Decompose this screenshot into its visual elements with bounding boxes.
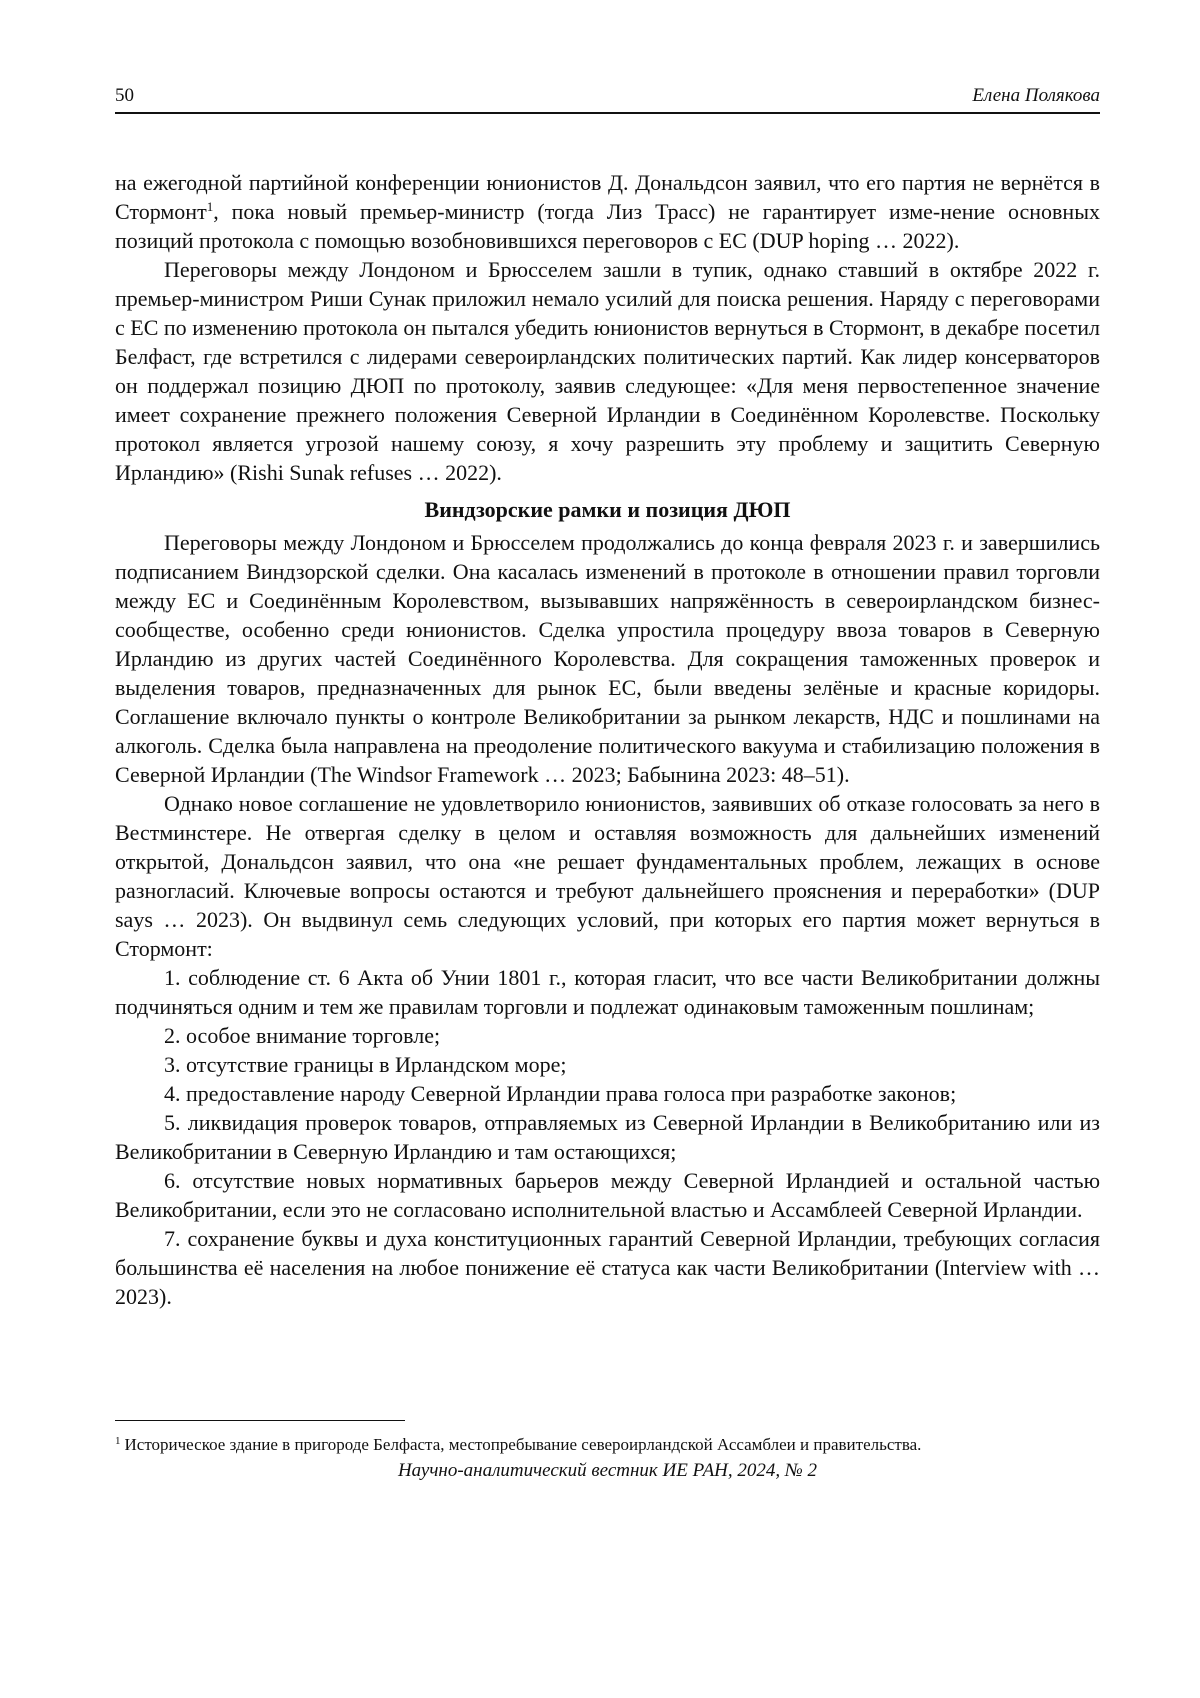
footnote-divider [115,1420,405,1421]
footnote-mark: 1 [115,1435,121,1447]
footnote-ref[interactable]: 1 [206,199,214,214]
list-item: 1. соблюдение ст. 6 Акта об Унии 1801 г., которая гласит, что все части Великобритании должны подчиняться одним и тем же правилам торговли и подлежат одинаковым таможенным пошлинам; [115,965,1100,1019]
running-header [115,84,1100,114]
journal-footer: Научно-аналитический вестник ИЕ РАН, 2024, № 2 [397,1460,818,1481]
author-name: Елена Полякова [972,85,1100,106]
list-item: 6. отсутствие новых нормативных барьеров между Северной Ирландией и остальной частью Великобритании, если это не согласовано исполнительной властью и Ассамблеей Северной Ирландии. [115,1168,1100,1222]
footnote [115,1434,1100,1456]
conditions-list [115,963,1100,1311]
list-item: 4. предоставление народу Северной Ирландии права голоса при разработке законов; [164,1081,957,1106]
list-item: 7. сохранение буквы и духа конституционных гарантий Северной Ирландии, требующих согласия большинства её населения на любое понижение её статуса как части Великобритании (Interview with … 2023). [115,1226,1100,1309]
list-item: 5. ликвидация проверок товаров, отправляемых из Северной Ирландии в Великобританию или из Великобритании в Северную Ирландию и там остающихся; [115,1110,1100,1164]
article-body [115,168,1100,1311]
paragraph-3: Переговоры между Лондоном и Брюсселем продолжались до конца февраля 2023 г. и завершились подписанием Виндзорской сделки. Она касалась изменений в протоколе в отношении правил торговли между ЕС и Соединённым Королевством, вызывавших напряжённость в североирландском бизнес-сообществе, особенно среди юнионистов. Сделка упростила процедуру ввоза товаров в Северную Ирландию из других частей Соединённого Королевства. Для сокращения таможенных проверок и выделения товаров, предназначенных для рынок ЕС, были введены зелёные и красные коридоры. Соглашение включало пункты о контроле Великобритании за рынком лекарств, НДС и пошлинами на алкоголь. Сделка была направлена на преодоление политического вакуума и стабилизацию положения в Северной Ирландии (The Windsor Framework … 2023; Бабынина 2023: 48–51). [115,530,1100,787]
section-heading: Виндзорские рамки и позиция ДЮП [424,497,791,522]
footnote-text: Историческое здание в пригороде Белфаста, местопребывание североирландской Ассамблеи и правительства. [124,1435,922,1454]
paragraph-1: на ежегодной партийной конференции юнионистов Д. Дональдсон заявил, что его партия не вернётся в Стормонт$^1$, пока новый премьер-министр (тогда Лиз Трасс) не гарантирует изме-нение основных позиций протокола с помощью возобновившихся переговоров с ЕС (DUP hoping … 2022). [115,170,1100,253]
paragraph-2: Переговоры между Лондоном и Брюсселем зашли в тупик, однако ставший в октябре 2022 г. премьер-министром Риши Сунак приложил немало усилий для поиска решения. Наряду с переговорами с ЕС по изменению протокола он пытался убедить юнионистов вернуться в Стормонт, в декабре посетил Белфаст, где встретился с лидерами североирландских политических партий. Как лидер консерваторов он поддержал позицию ДЮП по протоколу, заявив следующее: «Для меня первостепенное значение имеет сохранение прежнего положения Северной Ирландии в Соединённом Королевстве. Поскольку протокол является угрозой нашему союзу, я хочу разрешить эту проблему и защитить Северную Ирландию» (Rishi Sunak refuses … 2022). [115,257,1100,485]
page-number: 50 [115,85,134,106]
list-item: 3. отсутствие границы в Ирландском море; [164,1052,567,1077]
paragraph-4: Однако новое соглашение не удовлетворило юнионистов, заявивших об отказе голосовать за него в Вестминстере. Не отвергая сделку в целом и оставляя возможность для дальнейших изменений открытой, Дональдсон заявил, что она «не решает фундаментальных проблем, лежащих в основе разногласий. Ключевые вопросы остаются и требуют дальнейшего прояснения и переработки» (DUP says … 2023). Он выдвинул семь следующих условий, при которых его партия может вернуться в Стормонт: [115,791,1100,961]
list-item: 2. особое внимание торговле; [164,1023,441,1048]
